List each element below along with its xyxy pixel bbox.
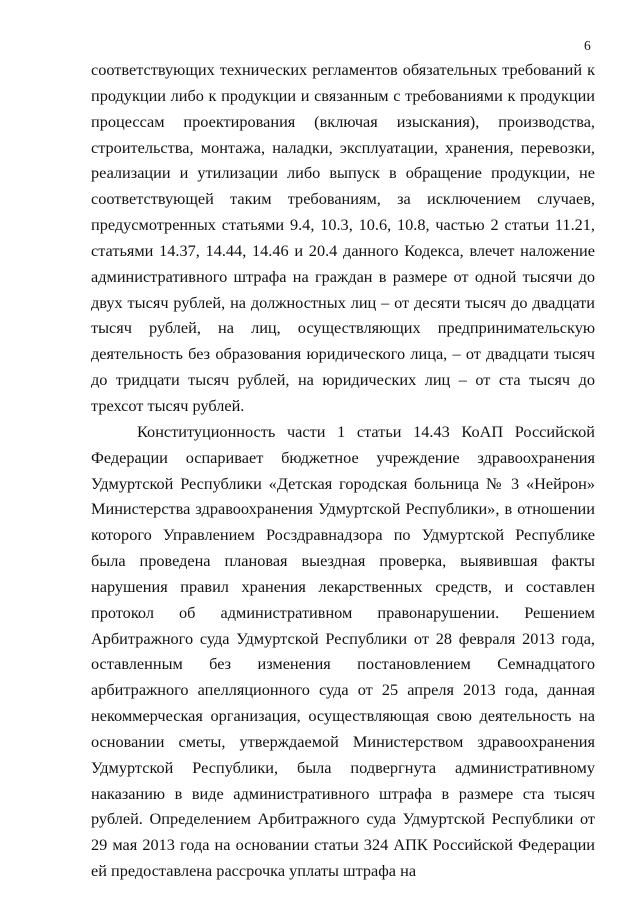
paragraph-continuation: соответствующих технических регламентов обязательных требований к продукции либо к продукции и связанным с требованиями к продукции процессам проектирования (включая изыскания), производства, строительства, монтажа, наладки, эксплуатации, хранения, перевозки, реализации и утилизации либо выпуск в обращение продукции, не соответствующей таким требованиям, за исключением случаев, предусмотренных статьями 9.4, 10.3, 10.6, 10.8, частью 2 статьи 11.21, статьями 14.37, 14.44, 14.46 и 20.4 данного Кодекса, влечет наложение административного штрафа на граждан в размере от одной тысячи до двух тысяч рублей, на должностных лиц – от десяти тысяч до двадцати тысяч рублей, на лиц, осуществляющих предпринимательскую деятельность без образования юридического лица, – от двадцати тысяч до тридцати тысяч рублей, на юридических лиц – от ста тысяч до трехсот тысяч рублей. [91,60,595,415]
page-number: 6 [584,38,591,53]
paragraph-constitutionality: Конституционность части 1 статьи 14.43 КоАП Российской Федерации оспаривает бюджетное учреждение здравоохранения Удмуртской Республики «Детская городская больница № 3 «Нейрон» Министерства здравоохранения Удмуртской Республики», в отношении которого Управлением Росздравнадзора по Удмуртской Республике была проведена плановая выездная проверка, выявившая факты нарушения правил хранения лекарственных средств, и составлен протокол об административном правонарушении. Решением Арбитражного суда Удмуртской Республики от 28 февраля 2013 года, оставленным без изменения постановлением Семнадцатого арбитражного апелляционного суда от 25 апреля 2013 года, данная некоммерческая организация, осуществляющая свою деятельность на основании сметы, утверждаемой Министерством здравоохранения Удмуртской Республики, была подвергнута административному наказанию в виде административного штрафа в размере ста тысяч рублей. Определением Арбитражного суда Удмуртской Республики от 29 мая 2013 года на основании статьи 324 АПК Российской Федерации ей предоставлена рассрочка уплаты штрафа на [91,421,595,881]
document-body [91,57,595,884]
